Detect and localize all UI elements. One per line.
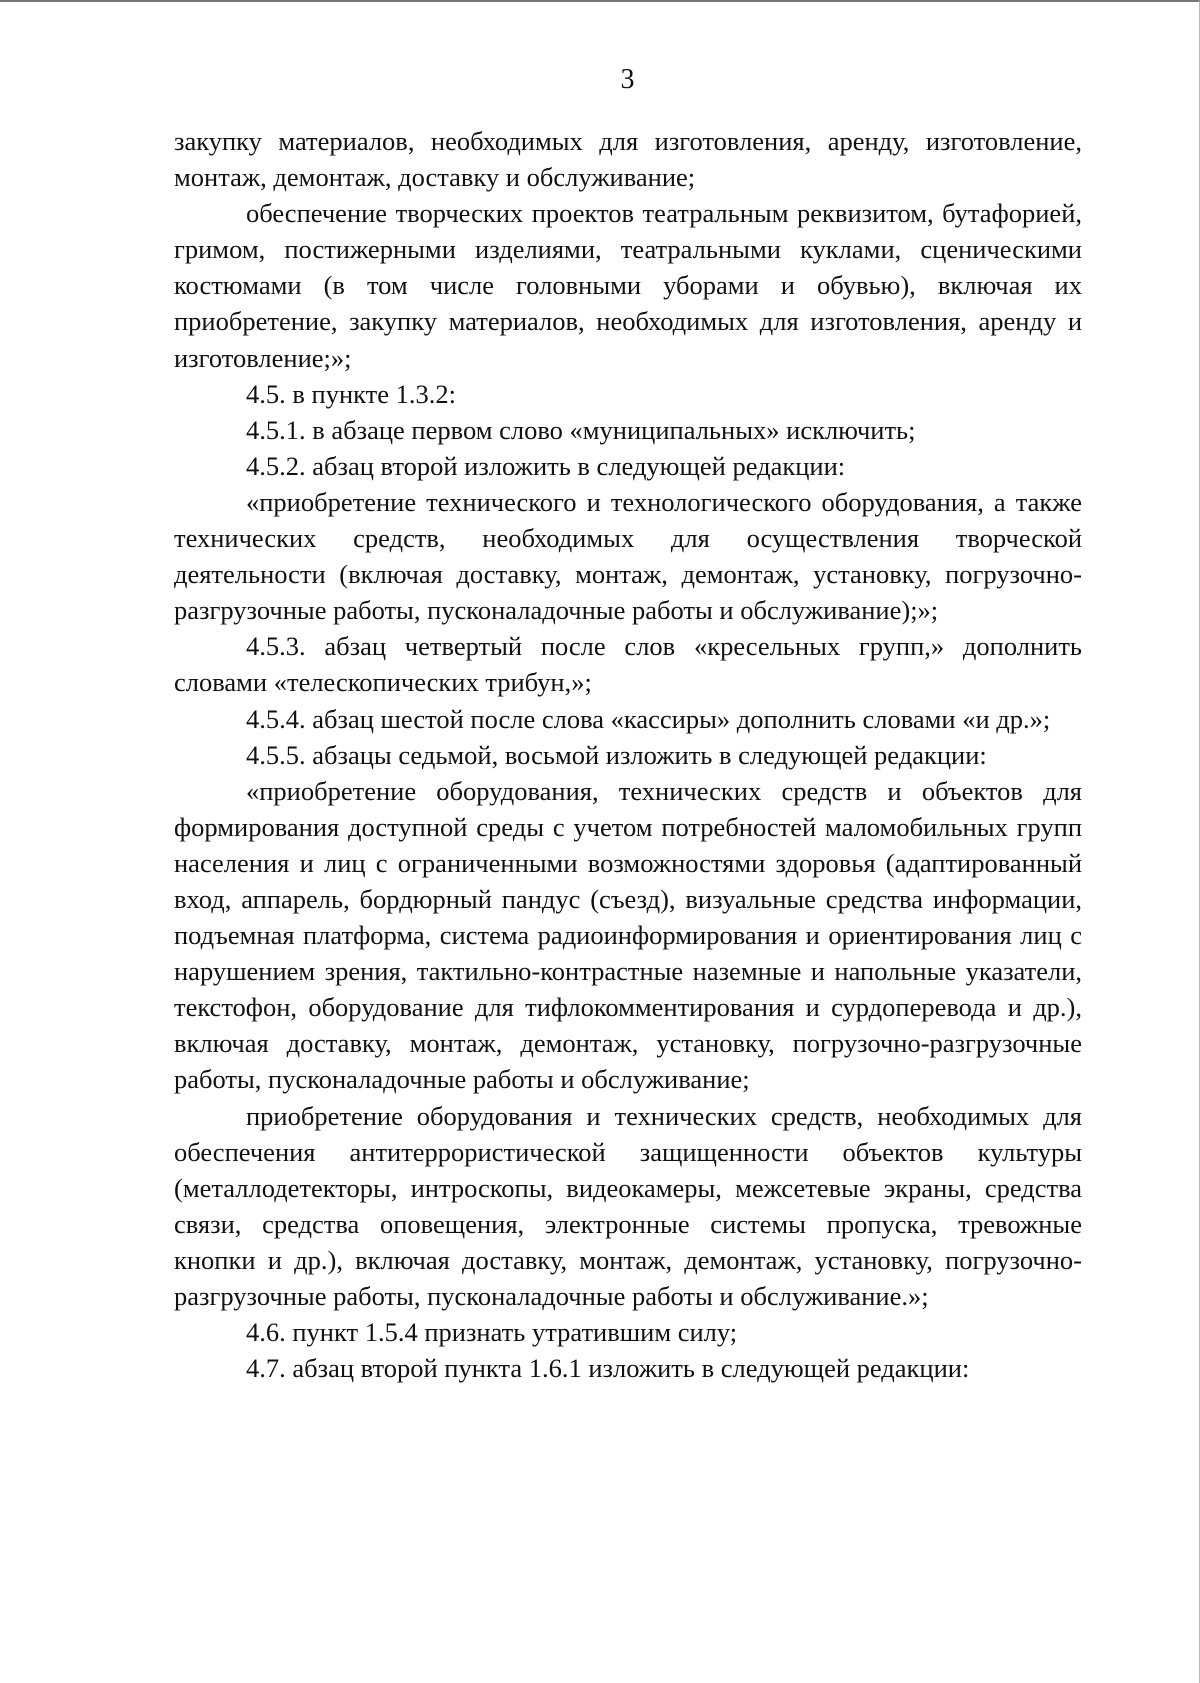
paragraph-9: 4.5.5. абзацы седьмой, восьмой изложить в следующей редакции: bbox=[246, 739, 987, 770]
paragraph-13: 4.7. абзац второй пункта 1.6.1 изложить в следующей редакции: bbox=[246, 1353, 970, 1384]
paragraph-12: 4.6. пункт 1.5.4 признать утратившим силу; bbox=[246, 1317, 738, 1348]
paragraph-2: обеспечение творческих проектов театральным реквизитом, бутафорией, гримом, постижерными изделиями, театральными куклами, сценическими костюмами (в том числе головными уборами и обувью), включая их приобретение, закупку материалов, необходимых для изготовления, аренду и изготовление;»; bbox=[174, 198, 1082, 373]
paragraph-6: «приобретение технического и технологического оборудования, а также технических средств, необходимых для осуществления творческой деятельности (включая доставку, монтаж, демонтаж, установку, погрузочно-разгрузочные работы, пусконаладочные работы и обслуживание);»; bbox=[174, 486, 1082, 626]
paragraph-7: 4.5.3. абзац четвертый после слов «кресельных групп,» дополнить словами «телескопических трибун,»; bbox=[174, 631, 1082, 698]
paragraph-8: 4.5.4. абзац шестой после слова «кассиры» дополнить словами «и др.»; bbox=[246, 703, 1051, 734]
paragraph-11: приобретение оборудования и технических средств, необходимых для обеспечения антитеррористической защищенности объектов культуры (металлодетекторы, интроскопы, видеокамеры, межсетевые экраны, средства связи, средства оповещения, электронные системы пропуска, тревожные кнопки и др.), включая доставку, монтаж, демонтаж, установку, погрузочно-разгрузочные работы, пусконаладочные работы и обслуживание.»; bbox=[174, 1100, 1082, 1311]
paragraph-4: 4.5.1. в абзаце первом слово «муниципальных» исключить; bbox=[246, 414, 916, 445]
paragraph-10: «приобретение оборудования, технических средств и объектов для формирования доступной среды с учетом потребностей маломобильных групп населения и лиц с ограниченными возможностями здоровья (адаптированный вход, аппарель, бордюрный пандус (съезд), визуальные средства информации, подъемная платформа, система радиоинформирования и ориентирования лиц с нарушением зрения, тактильно-контрастные наземные и напольные указатели, текстофон, оборудование для тифлокомментирования и сурдоперевода и др.), включая доставку, монтаж, демонтаж, установку, погрузочно-разгрузочные работы, пусконаладочные работы и обслуживание; bbox=[174, 775, 1082, 1095]
page-number: 3 bbox=[620, 64, 635, 95]
paragraph-1: закупку материалов, необходимых для изготовления, аренду, изготовление, монтаж, демонтаж, доставку и обслуживание; bbox=[174, 126, 1082, 193]
document-body bbox=[174, 123, 1082, 1386]
paragraph-5: 4.5.2. абзац второй изложить в следующей редакции: bbox=[246, 450, 846, 481]
paragraph-3: 4.5. в пункте 1.3.2: bbox=[246, 378, 456, 409]
